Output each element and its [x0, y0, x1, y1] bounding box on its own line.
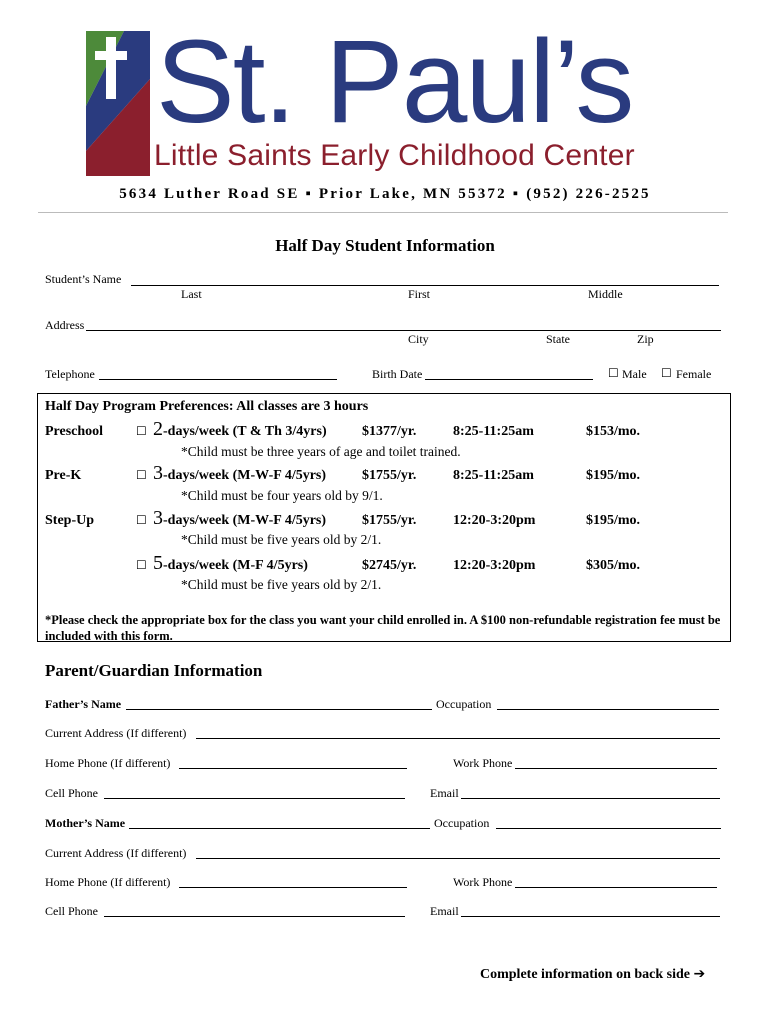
monthly-price: $195/mo. [586, 513, 641, 528]
group-pre-k: Pre-K [45, 468, 82, 483]
male-checkbox[interactable]: ☐ [608, 366, 619, 380]
logo-cross-mark [86, 31, 150, 176]
mother-current-address-label: Current Address (If different) [45, 846, 187, 860]
program-row [153, 507, 326, 530]
days-desc: -days/week (T & Th 3/4yrs) [163, 424, 327, 439]
father-current-address-label: Current Address (If different) [45, 726, 187, 740]
mother-work-phone-line[interactable] [515, 887, 717, 888]
monthly-price: $153/mo. [586, 424, 641, 439]
mother-cell-phone-label: Cell Phone [45, 904, 98, 918]
program-row [153, 462, 326, 485]
monthly-price: $195/mo. [586, 468, 641, 483]
step-up-3-day-checkbox[interactable]: ☐ [136, 513, 147, 527]
days-count: 3 [153, 462, 163, 484]
monthly-price: $305/mo. [586, 558, 641, 573]
father-email-label: Email [430, 786, 459, 800]
program-footnote: *Please check the appropriate box for the class you want your child enrolled in. A $100 non-refundable registration fee must be included with this form. [45, 613, 721, 643]
logo-name: St. Paul’s [156, 16, 633, 148]
birth-date-line[interactable] [425, 379, 593, 380]
student-name-line[interactable] [131, 285, 719, 286]
telephone-line[interactable] [99, 379, 337, 380]
father-work-phone-line[interactable] [515, 768, 717, 769]
program-row [153, 552, 308, 575]
class-time: 8:25-11:25am [453, 468, 534, 483]
right-arrow-icon: ➔ [693, 966, 706, 982]
days-desc: -days/week (M-F 4/5yrs) [163, 558, 308, 573]
city-caption: City [408, 332, 429, 346]
continue-text: Complete information on back side [480, 967, 690, 982]
mother-occupation-label: Occupation [434, 816, 490, 830]
last-caption: Last [181, 287, 202, 301]
yearly-price: $1755/yr. [362, 513, 417, 528]
father-work-phone-label: Work Phone [453, 756, 513, 770]
state-caption: State [546, 332, 570, 346]
father-occupation-label: Occupation [436, 697, 492, 711]
class-time: 12:20-3:20pm [453, 513, 536, 528]
female-label: Female [676, 367, 712, 381]
program-row [153, 418, 327, 441]
yearly-price: $1377/yr. [362, 424, 417, 439]
continue-note [480, 966, 705, 983]
mother-name-line[interactable] [129, 828, 430, 829]
yearly-price: $2745/yr. [362, 558, 417, 573]
father-cell-phone-label: Cell Phone [45, 786, 98, 800]
middle-caption: Middle [588, 287, 623, 301]
mother-home-phone-label: Home Phone (If different) [45, 875, 171, 889]
preschool-checkbox[interactable]: ☐ [136, 424, 147, 438]
first-caption: First [408, 287, 431, 301]
yearly-price: $1755/yr. [362, 468, 417, 483]
female-checkbox[interactable]: ☐ [661, 366, 672, 380]
father-home-phone-label: Home Phone (If different) [45, 756, 171, 770]
program-heading: Half Day Program Preferences: All classes are 3 hours [45, 399, 369, 414]
days-count: 5 [153, 552, 163, 574]
requirement-note: *Child must be five years old by 2/1. [181, 577, 382, 592]
step-up-5-day-checkbox[interactable]: ☐ [136, 558, 147, 572]
school-address: 5634 Luther Road SE ▪ Prior Lake, MN 55372 ▪ (952) 226-2525 [119, 186, 651, 202]
mother-cell-phone-line[interactable] [104, 916, 405, 917]
address-label: Address [45, 318, 85, 332]
mother-work-phone-label: Work Phone [453, 875, 513, 889]
requirement-note: *Child must be five years old by 2/1. [181, 532, 382, 547]
father-name-label: Father’s Name [45, 697, 122, 711]
logo-subtitle: Little Saints Early Childhood Center [154, 139, 635, 172]
requirement-note: *Child must be four years old by 9/1. [181, 488, 383, 503]
days-desc: -days/week (M-W-F 4/5yrs) [163, 468, 327, 483]
mother-name-label: Mother’s Name [45, 816, 126, 830]
male-label: Male [622, 367, 647, 381]
mother-email-line[interactable] [461, 916, 720, 917]
days-desc: -days/week (M-W-F 4/5yrs) [163, 513, 327, 528]
father-home-phone-line[interactable] [179, 768, 407, 769]
parent-heading: Parent/Guardian Information [45, 661, 263, 680]
days-count: 3 [153, 507, 163, 529]
student-name-label: Student’s Name [45, 272, 122, 286]
birth-date-label: Birth Date [372, 367, 423, 381]
father-current-address-line[interactable] [196, 738, 720, 739]
zip-caption: Zip [637, 332, 654, 346]
class-time: 12:20-3:20pm [453, 558, 536, 573]
group-preschool: Preschool [45, 424, 104, 439]
requirement-note: *Child must be three years of age and toilet trained. [181, 444, 461, 459]
mother-home-phone-line[interactable] [179, 887, 407, 888]
father-email-line[interactable] [461, 798, 720, 799]
father-cell-phone-line[interactable] [104, 798, 405, 799]
father-occupation-line[interactable] [497, 709, 719, 710]
mother-current-address-line[interactable] [196, 858, 720, 859]
telephone-label: Telephone [45, 367, 95, 381]
class-time: 8:25-11:25am [453, 424, 534, 439]
header-divider [38, 212, 728, 213]
address-line[interactable] [86, 330, 721, 331]
days-count: 2 [153, 418, 163, 440]
form-title: Half Day Student Information [275, 236, 495, 255]
group-step-up: Step-Up [45, 513, 95, 528]
father-name-line[interactable] [126, 709, 432, 710]
pre-k-checkbox[interactable]: ☐ [136, 468, 147, 482]
mother-occupation-line[interactable] [496, 828, 721, 829]
mother-email-label: Email [430, 904, 459, 918]
